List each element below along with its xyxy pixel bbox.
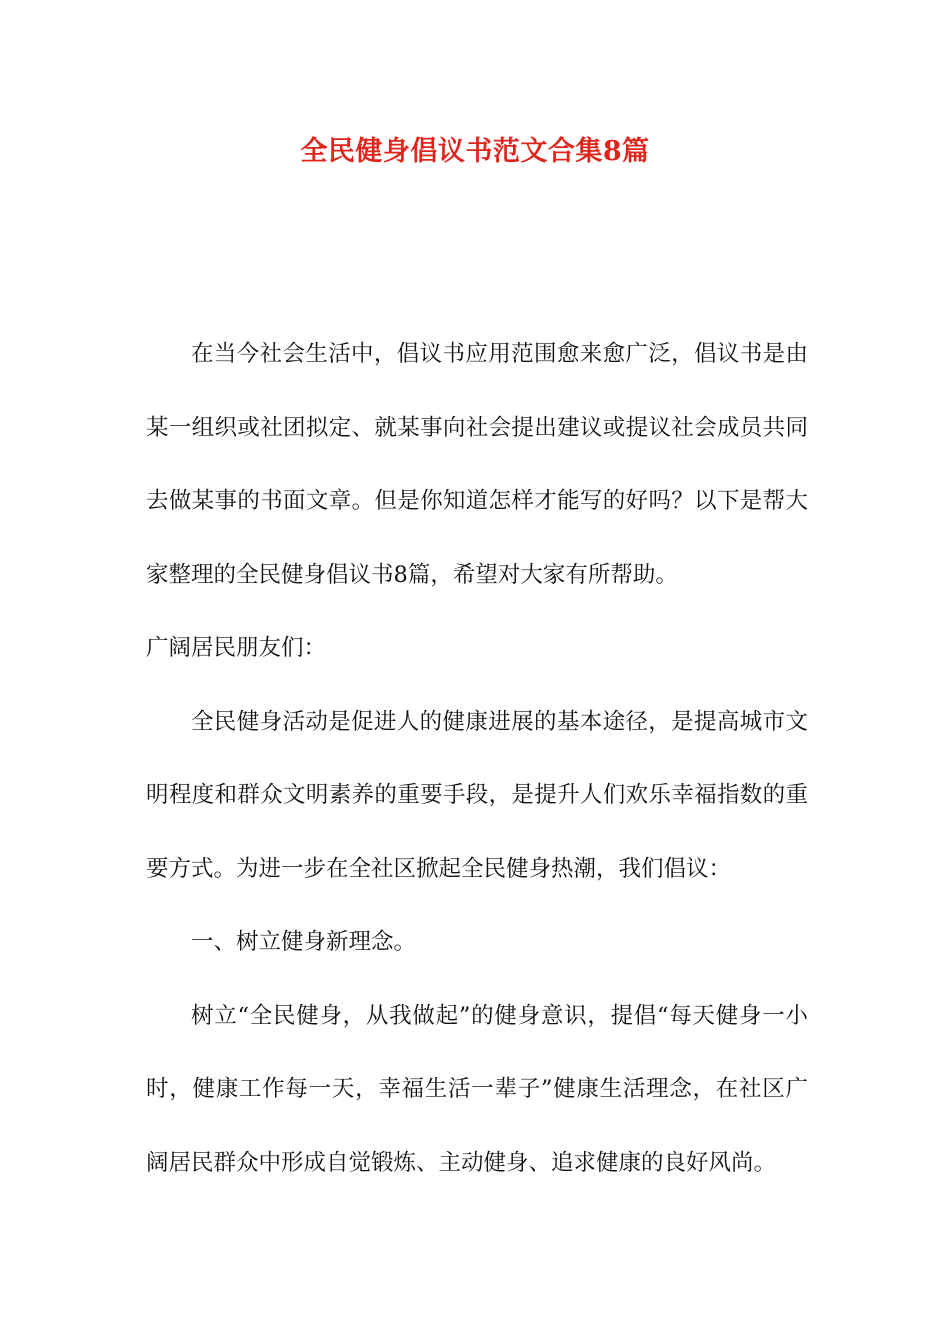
document-body bbox=[146, 318, 808, 1200]
section-heading-1: 一、树立健身新理念。 bbox=[191, 929, 417, 955]
body-paragraph-concept: 树立“全民健身，从我做起”的健身意识，提倡“每天健身一小时，健康工作每一天，幸福生活一辈子”健康生活理念，在社区广阔居民群众中形成自觉锻炼、主动健身、追求健康的良好风尚。 bbox=[146, 1002, 808, 1176]
salutation: 广阔居民朋友们： bbox=[146, 635, 327, 661]
intro-paragraph: 在当今社会生活中，倡议书应用范围愈来愈广泛，倡议书是由某一组织或社团拟定、就某事向社会提出建议或提议社会成员共同去做某事的书面文章。但是你知道怎样才能写的好吗？以下是帮大家整理的全民健身倡议书8篇，希望对大家有所帮助。 bbox=[146, 341, 808, 588]
body-paragraph-purpose: 全民健身活动是促进人的健康进展的基本途径，是提高城市文明程度和群众文明素养的重要手段，是提升人们欢乐幸福指数的重要方式。为进一步在全社区掀起全民健身热潮，我们倡议： bbox=[146, 708, 808, 882]
document-title: 全民健身倡议书范文合集8篇 bbox=[300, 136, 650, 167]
